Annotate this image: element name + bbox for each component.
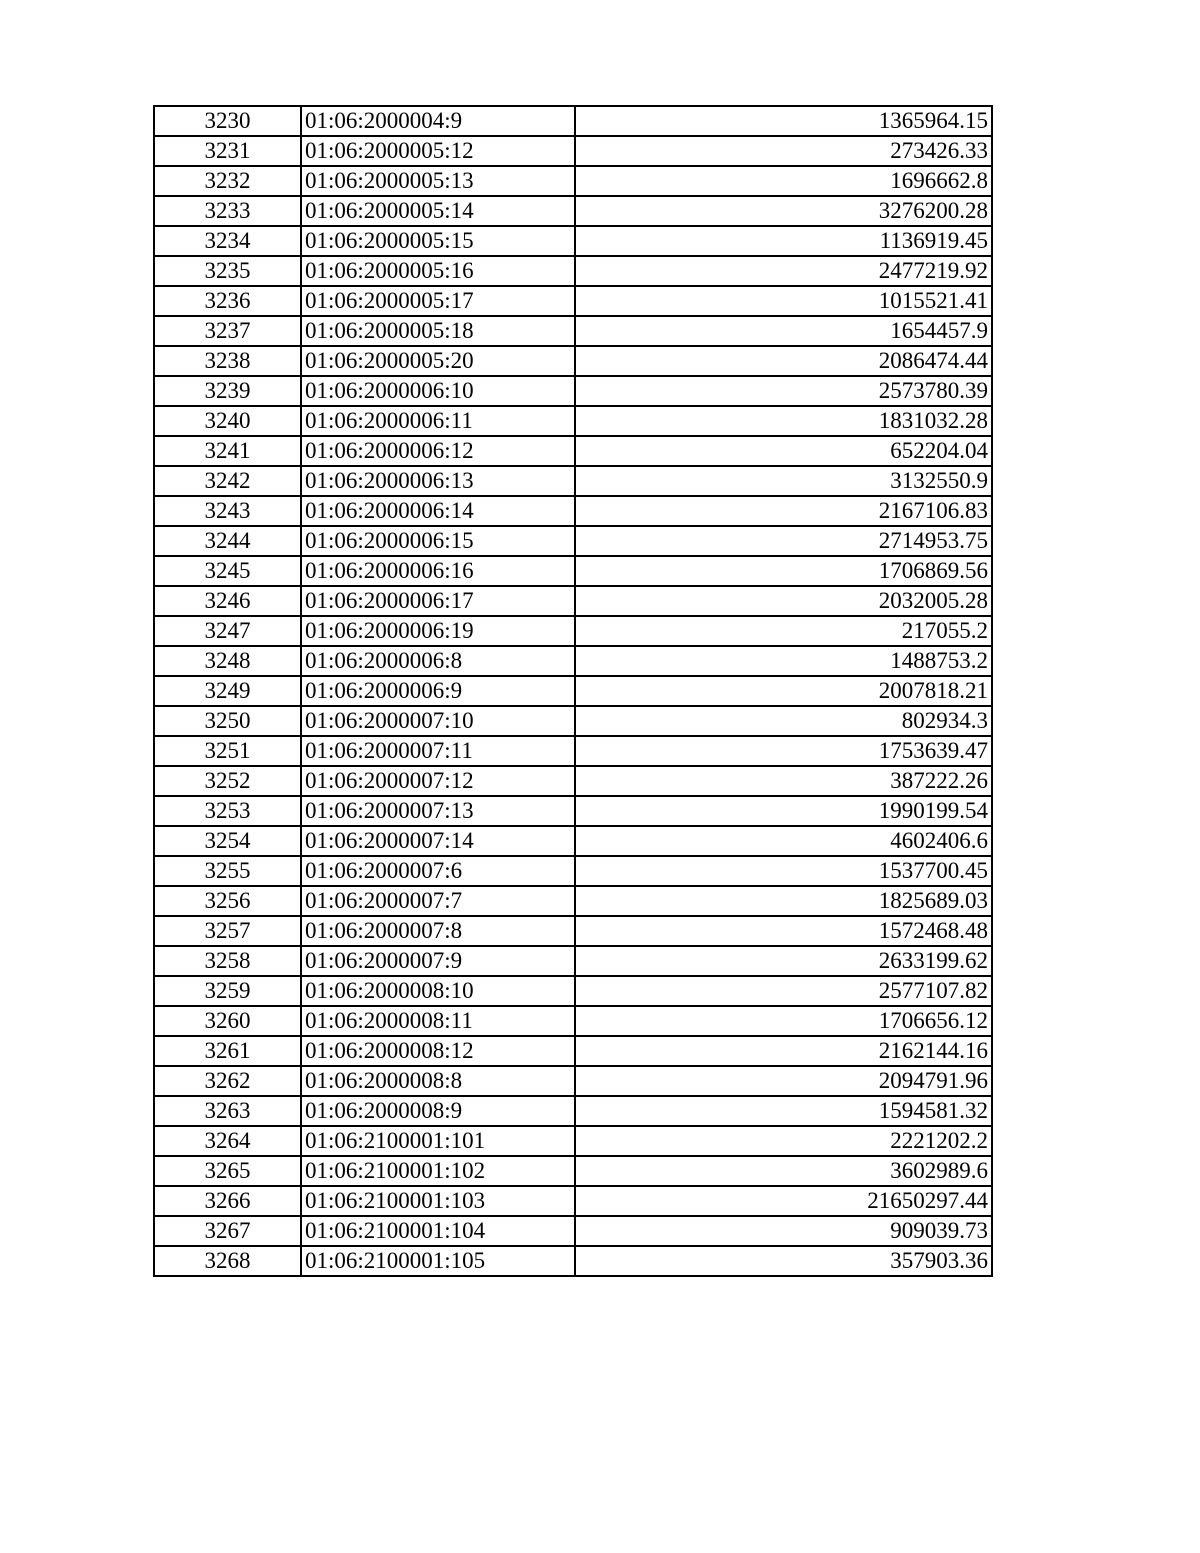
table-row (154, 346, 992, 376)
row-number-cell: 3256 (154, 886, 301, 916)
row-number-cell: 3252 (154, 766, 301, 796)
amount-cell: 2007818.21 (575, 676, 992, 706)
row-number-cell: 3257 (154, 916, 301, 946)
table-row (154, 796, 992, 826)
cadastral-code-cell: 01:06:2000006:8 (301, 646, 575, 676)
row-number-cell: 3241 (154, 436, 301, 466)
amount-cell: 652204.04 (575, 436, 992, 466)
cadastral-code-cell: 01:06:2000005:15 (301, 226, 575, 256)
table-row (154, 946, 992, 976)
row-number-cell: 3245 (154, 556, 301, 586)
amount-cell: 909039.73 (575, 1216, 992, 1246)
amount-cell: 2094791.96 (575, 1066, 992, 1096)
cadastral-code-cell: 01:06:2000008:8 (301, 1066, 575, 1096)
table-row (154, 496, 992, 526)
amount-cell: 1753639.47 (575, 736, 992, 766)
cadastral-code-cell: 01:06:2000006:14 (301, 496, 575, 526)
cadastral-code-cell: 01:06:2000007:12 (301, 766, 575, 796)
row-number-cell: 3246 (154, 586, 301, 616)
row-number-cell: 3253 (154, 796, 301, 826)
cadastral-code-cell: 01:06:2000006:17 (301, 586, 575, 616)
row-number-cell: 3230 (154, 106, 301, 136)
table-row (154, 256, 992, 286)
amount-cell: 3276200.28 (575, 196, 992, 226)
amount-cell: 1825689.03 (575, 886, 992, 916)
row-number-cell: 3250 (154, 706, 301, 736)
amount-cell: 2714953.75 (575, 526, 992, 556)
cadastral-code-cell: 01:06:2000007:6 (301, 856, 575, 886)
table-row (154, 136, 992, 166)
cadastral-code-cell: 01:06:2000007:7 (301, 886, 575, 916)
amount-cell: 2086474.44 (575, 346, 992, 376)
amount-cell: 1015521.41 (575, 286, 992, 316)
cadastral-code-cell: 01:06:2000007:11 (301, 736, 575, 766)
amount-cell: 1537700.45 (575, 856, 992, 886)
row-number-cell: 3235 (154, 256, 301, 286)
table-body (154, 106, 992, 1276)
table-row (154, 1036, 992, 1066)
amount-cell: 1136919.45 (575, 226, 992, 256)
row-number-cell: 3236 (154, 286, 301, 316)
row-number-cell: 3266 (154, 1186, 301, 1216)
cadastral-code-cell: 01:06:2000006:13 (301, 466, 575, 496)
amount-cell: 357903.36 (575, 1246, 992, 1276)
table-row (154, 226, 992, 256)
cadastral-code-cell: 01:06:2100001:102 (301, 1156, 575, 1186)
table-row (154, 286, 992, 316)
cadastral-code-cell: 01:06:2000007:14 (301, 826, 575, 856)
row-number-cell: 3263 (154, 1096, 301, 1126)
row-number-cell: 3261 (154, 1036, 301, 1066)
cadastral-code-cell: 01:06:2000007:8 (301, 916, 575, 946)
row-number-cell: 3247 (154, 616, 301, 646)
table-row (154, 736, 992, 766)
table-row (154, 1066, 992, 1096)
cadastral-code-cell: 01:06:2000008:12 (301, 1036, 575, 1066)
cadastral-code-cell: 01:06:2000006:9 (301, 676, 575, 706)
amount-cell: 1654457.9 (575, 316, 992, 346)
data-table (153, 105, 993, 1277)
table-row (154, 526, 992, 556)
amount-cell: 217055.2 (575, 616, 992, 646)
amount-cell: 387222.26 (575, 766, 992, 796)
row-number-cell: 3268 (154, 1246, 301, 1276)
table-row (154, 1096, 992, 1126)
cadastral-code-cell: 01:06:2100001:103 (301, 1186, 575, 1216)
cadastral-code-cell: 01:06:2000005:17 (301, 286, 575, 316)
cadastral-code-cell: 01:06:2000006:12 (301, 436, 575, 466)
table-row (154, 556, 992, 586)
row-number-cell: 3242 (154, 466, 301, 496)
row-number-cell: 3249 (154, 676, 301, 706)
table-row (154, 676, 992, 706)
cadastral-code-cell: 01:06:2000007:13 (301, 796, 575, 826)
table-row (154, 616, 992, 646)
table-row (154, 1216, 992, 1246)
amount-cell: 1706656.12 (575, 1006, 992, 1036)
table-row (154, 766, 992, 796)
row-number-cell: 3262 (154, 1066, 301, 1096)
cadastral-code-cell: 01:06:2000006:16 (301, 556, 575, 586)
cadastral-code-cell: 01:06:2000007:10 (301, 706, 575, 736)
table-row (154, 466, 992, 496)
cadastral-code-cell: 01:06:2100001:105 (301, 1246, 575, 1276)
row-number-cell: 3237 (154, 316, 301, 346)
row-number-cell: 3231 (154, 136, 301, 166)
table-row (154, 166, 992, 196)
amount-cell: 3132550.9 (575, 466, 992, 496)
amount-cell: 1488753.2 (575, 646, 992, 676)
amount-cell: 2633199.62 (575, 946, 992, 976)
table-row (154, 1186, 992, 1216)
row-number-cell: 3265 (154, 1156, 301, 1186)
table-row (154, 1246, 992, 1276)
row-number-cell: 3251 (154, 736, 301, 766)
table-row (154, 1126, 992, 1156)
cadastral-code-cell: 01:06:2000008:11 (301, 1006, 575, 1036)
cadastral-code-cell: 01:06:2000005:18 (301, 316, 575, 346)
cadastral-code-cell: 01:06:2000005:12 (301, 136, 575, 166)
amount-cell: 1990199.54 (575, 796, 992, 826)
amount-cell: 3602989.6 (575, 1156, 992, 1186)
row-number-cell: 3234 (154, 226, 301, 256)
table-row (154, 1006, 992, 1036)
table-row (154, 916, 992, 946)
cadastral-code-cell: 01:06:2000006:19 (301, 616, 575, 646)
amount-cell: 273426.33 (575, 136, 992, 166)
cadastral-code-cell: 01:06:2000005:20 (301, 346, 575, 376)
table-row (154, 586, 992, 616)
amount-cell: 2167106.83 (575, 496, 992, 526)
cadastral-code-cell: 01:06:2000007:9 (301, 946, 575, 976)
amount-cell: 1572468.48 (575, 916, 992, 946)
row-number-cell: 3259 (154, 976, 301, 1006)
row-number-cell: 3260 (154, 1006, 301, 1036)
row-number-cell: 3264 (154, 1126, 301, 1156)
amount-cell: 2221202.2 (575, 1126, 992, 1156)
table-row (154, 856, 992, 886)
cadastral-code-cell: 01:06:2000005:16 (301, 256, 575, 286)
cadastral-code-cell: 01:06:2000008:9 (301, 1096, 575, 1126)
amount-cell: 2032005.28 (575, 586, 992, 616)
amount-cell: 1706869.56 (575, 556, 992, 586)
cadastral-code-cell: 01:06:2000005:14 (301, 196, 575, 226)
amount-cell: 1831032.28 (575, 406, 992, 436)
amount-cell: 1594581.32 (575, 1096, 992, 1126)
amount-cell: 1696662.8 (575, 166, 992, 196)
table-row (154, 436, 992, 466)
row-number-cell: 3243 (154, 496, 301, 526)
table-row (154, 976, 992, 1006)
row-number-cell: 3238 (154, 346, 301, 376)
amount-cell: 2573780.39 (575, 376, 992, 406)
row-number-cell: 3254 (154, 826, 301, 856)
table-row (154, 1156, 992, 1186)
table-row (154, 196, 992, 226)
table-row (154, 316, 992, 346)
table-row (154, 106, 992, 136)
amount-cell: 21650297.44 (575, 1186, 992, 1216)
cadastral-code-cell: 01:06:2000006:15 (301, 526, 575, 556)
cadastral-code-cell: 01:06:2000005:13 (301, 166, 575, 196)
cadastral-code-cell: 01:06:2000006:10 (301, 376, 575, 406)
row-number-cell: 3244 (154, 526, 301, 556)
amount-cell: 802934.3 (575, 706, 992, 736)
amount-cell: 2477219.92 (575, 256, 992, 286)
row-number-cell: 3267 (154, 1216, 301, 1246)
cadastral-code-cell: 01:06:2000008:10 (301, 976, 575, 1006)
table-row (154, 706, 992, 736)
row-number-cell: 3255 (154, 856, 301, 886)
table-row (154, 406, 992, 436)
amount-cell: 2577107.82 (575, 976, 992, 1006)
row-number-cell: 3258 (154, 946, 301, 976)
cadastral-code-cell: 01:06:2100001:101 (301, 1126, 575, 1156)
amount-cell: 2162144.16 (575, 1036, 992, 1066)
table-row (154, 826, 992, 856)
cadastral-code-cell: 01:06:2100001:104 (301, 1216, 575, 1246)
row-number-cell: 3233 (154, 196, 301, 226)
amount-cell: 4602406.6 (575, 826, 992, 856)
amount-cell: 1365964.15 (575, 106, 992, 136)
row-number-cell: 3240 (154, 406, 301, 436)
row-number-cell: 3232 (154, 166, 301, 196)
table-row (154, 376, 992, 406)
table-row (154, 886, 992, 916)
row-number-cell: 3248 (154, 646, 301, 676)
row-number-cell: 3239 (154, 376, 301, 406)
cadastral-code-cell: 01:06:2000006:11 (301, 406, 575, 436)
cadastral-code-cell: 01:06:2000004:9 (301, 106, 575, 136)
table-row (154, 646, 992, 676)
